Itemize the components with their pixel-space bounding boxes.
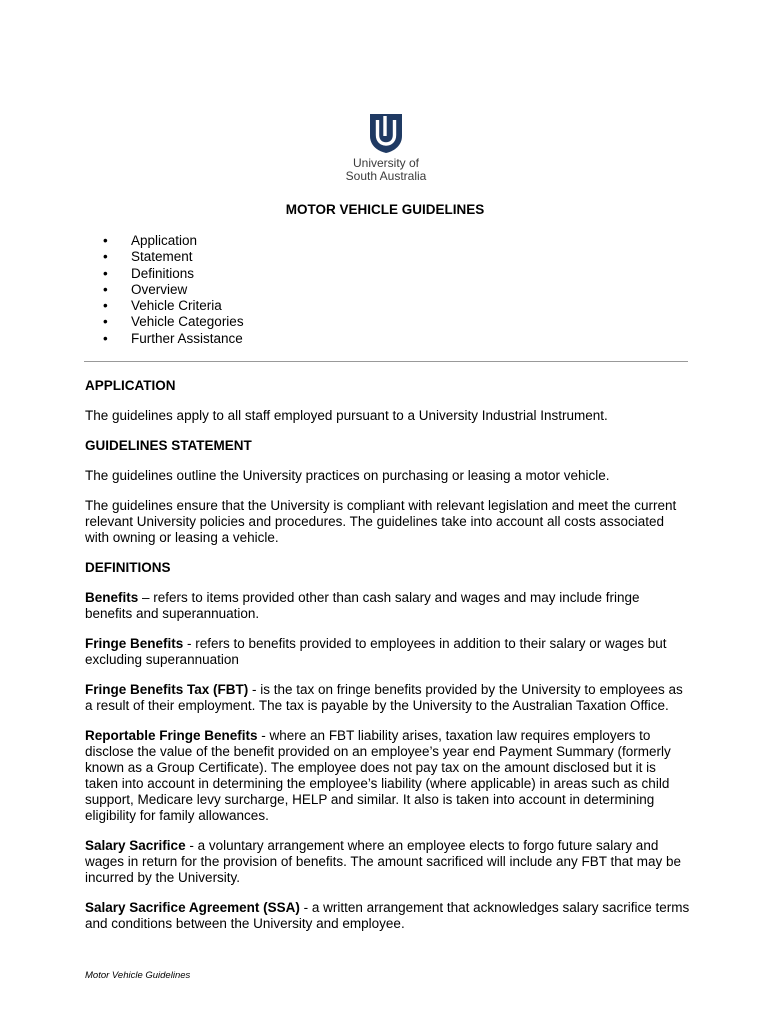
logo-wordmark xyxy=(336,157,436,183)
definition-text: - a voluntary arrangement where an employee elects to forgo future salary and wages in return for the provision of benefits. The amount sacrificed will include any FBT that may be incurred by the University. xyxy=(85,838,682,885)
definition-term: Reportable Fringe Benefits xyxy=(85,728,258,743)
toc-item: • Application xyxy=(100,233,244,249)
definition-term: Salary Sacrifice Agreement (SSA) xyxy=(85,900,300,915)
toc-item: • Vehicle Categories xyxy=(100,314,244,330)
definitions-heading: DEFINITIONS xyxy=(85,560,171,575)
definition-text: - where an FBT liability arises, taxation law requires employers to disclose the value of the benefit provided on an employee’s year end Payment Summary (formerly known as a Group Certificate). The employee does not pay tax on the amount disclosed but it is taken into account in determining the employee’s liability (where applicable) in areas such as child support, Medicare levy surcharge, HELP and similar. It also is taken into account in determining eligibility for family allowances. xyxy=(85,728,671,823)
university-logo xyxy=(336,112,436,183)
page-footer: Motor Vehicle Guidelines xyxy=(85,970,191,981)
statement-paragraph-2: The guidelines ensure that the University is compliant with relevant legislation and meet the current relevant University policies and procedures. The guidelines take into account all costs associated with owning or leasing a vehicle. xyxy=(85,498,677,545)
definition-text: - a written arrangement that acknowledges salary sacrifice terms and conditions between the University and employee. xyxy=(85,900,690,931)
toc-item: • Definitions xyxy=(100,266,244,282)
statement-heading: GUIDELINES STATEMENT xyxy=(85,438,252,453)
document-body xyxy=(85,378,690,946)
application-text: The guidelines apply to all staff employed pursuant to a University Industrial Instrument. xyxy=(85,408,608,423)
application-heading: APPLICATION xyxy=(85,378,176,393)
definition-term: Fringe Benefits Tax (FBT) xyxy=(85,682,249,697)
definition-item xyxy=(85,838,690,886)
definition-term: Salary Sacrifice xyxy=(85,838,186,853)
definition-text: – refers to items provided other than cash salary and wages and may include fringe benefits and superannuation. xyxy=(85,590,640,621)
page-title: MOTOR VEHICLE GUIDELINES xyxy=(285,202,485,217)
toc-item: • Further Assistance xyxy=(100,331,244,347)
definition-item xyxy=(85,900,690,932)
definition-text: - is the tax on fringe benefits provided by the University to employees as a result of their employment. The tax is payable by the University to the Australian Taxation Office. xyxy=(85,682,683,713)
logo-line-1: University of xyxy=(352,156,420,170)
definition-text: - refers to benefits provided to employees in addition to their salary or wages but excluding superannuation xyxy=(85,636,667,667)
toc-item: • Statement xyxy=(100,249,244,265)
definition-term: Benefits xyxy=(85,590,139,605)
toc-item: • Overview xyxy=(100,282,244,298)
statement-paragraph-1: The guidelines outline the University practices on purchasing or leasing a motor vehicle. xyxy=(85,468,610,483)
definition-term: Fringe Benefits xyxy=(85,636,184,651)
unisa-shield-icon xyxy=(368,112,404,154)
definition-item xyxy=(85,682,690,714)
section-divider xyxy=(84,361,688,362)
definition-item xyxy=(85,590,690,622)
table-of-contents xyxy=(100,233,244,347)
definition-item xyxy=(85,728,690,824)
logo-line-2: South Australia xyxy=(345,169,427,183)
definition-item xyxy=(85,636,690,668)
toc-item: • Vehicle Criteria xyxy=(100,298,244,314)
